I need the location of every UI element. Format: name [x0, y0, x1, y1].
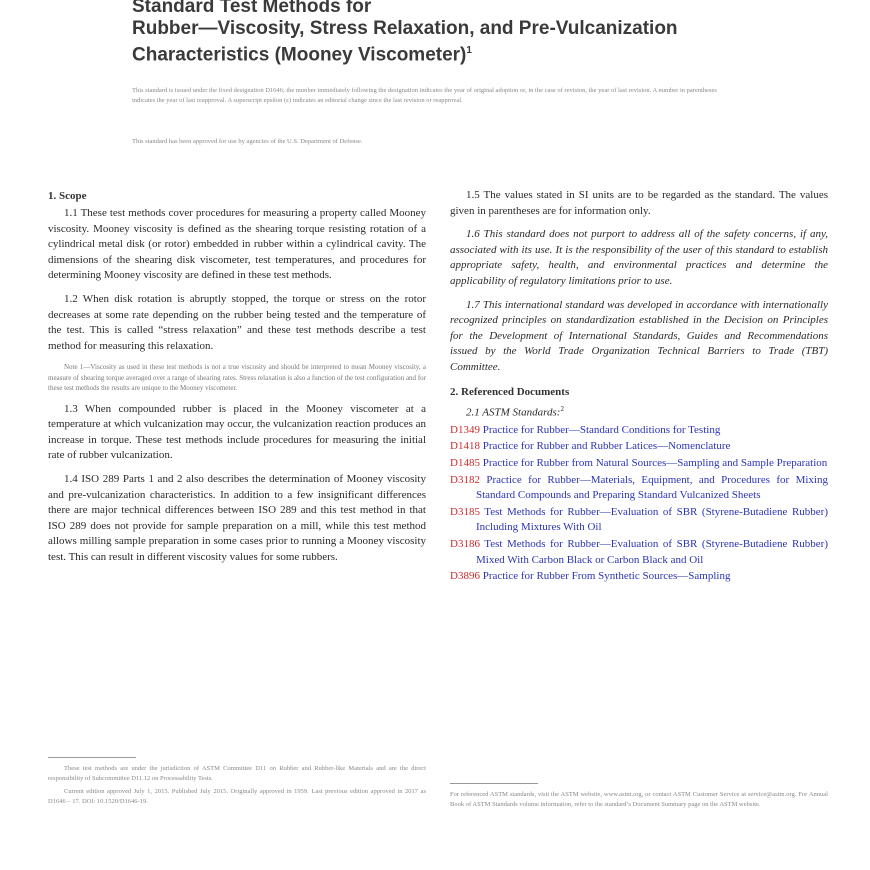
reference-title[interactable]: Practice for Rubber From Synthetic Sources—Sampling — [479, 570, 731, 583]
reference-link-d1485[interactable] — [450, 456, 828, 472]
reference-link-d1349[interactable] — [450, 423, 828, 439]
reference-title[interactable]: Practice for Rubber from Natural Sources—Sampling and Sample Preparation — [479, 456, 828, 469]
reference-title[interactable]: Test Methods for Rubber—Evaluation of SBR (Styrene-Butadiene Rubber) Including Mixtures With Oil — [476, 505, 828, 534]
title-line-3-text: Characteristics (Mooney Viscometer) — [132, 44, 467, 66]
reference-link-d3186[interactable] — [450, 537, 828, 568]
astm-standards-subheading — [466, 402, 828, 421]
reference-title[interactable]: Practice for Rubber—Standard Conditions for Testing — [479, 423, 721, 436]
issuance-note: This standard is issued under the fixed designation D1646; the number immediately following the designation indicates the year of original adoption or, in the case of revision, the year of last revision. A number in parentheses indicates the year of last reapproval. A superscript epsilon (ε) indicates an editorial change since the last revision or reapproval. — [132, 87, 717, 104]
reference-code[interactable]: D3185 — [450, 505, 480, 518]
astm-standards-label: 2.1 ASTM Standards: — [466, 406, 561, 419]
reference-code[interactable]: D1485 — [450, 456, 480, 469]
reference-link-d3185[interactable] — [450, 505, 828, 536]
approval-note: This standard has been approved for use by agencies of the U.S. Department of Defense. — [132, 138, 363, 145]
scope-heading: 1. Scope — [48, 190, 87, 202]
reference-link-d3182[interactable] — [450, 473, 828, 504]
paragraph-1-6: 1.6 This standard does not purport to address all of the safety concerns, if any, associated with its use. It is the responsibility of the user of this standard to establish appropriate safety, health, and environmental practices and determine the applicability of regulatory limitations prior to use. — [450, 228, 828, 287]
reference-link-d3896[interactable] — [450, 569, 828, 585]
footnote-2: For referenced ASTM standards, visit the ASTM website, www.astm.org, or contact ASTM Customer Service at service@astm.org. For Annual Book of ASTM Standards volume information, refer to the standard’s Document Summary page on the ASTM website. — [450, 791, 828, 808]
footnote-1: These test methods are under the jurisdiction of ASTM Committee D11 on Rubber and Rubber-like Materials and are the direct responsibility of Subcommittee D11.12 on Processability Tests. — [48, 765, 426, 782]
footnote-edition: Current edition approved July 1, 2015. Published July 2015. Originally approved in 1959. Last previous edition approved in 2017 as D1646 – 17. DOI: 10.1520/D1646-19. — [48, 788, 426, 805]
footnote-divider-right — [450, 783, 538, 784]
paragraph-1-5: 1.5 The values stated in SI units are to be regarded as the standard. The values given in parentheses are for information only. — [450, 189, 828, 217]
reference-code[interactable]: D1349 — [450, 423, 480, 436]
document-title — [132, 0, 772, 66]
title-footnote-mark: 1 — [466, 45, 472, 56]
reference-code[interactable]: D3182 — [450, 473, 480, 486]
reference-title[interactable]: Practice for Rubber—Materials, Equipment, and Procedures for Mixing Standard Compounds and Preparing Standard Vulcanized Sheets — [476, 473, 828, 502]
paragraph-1-2: 1.2 When disk rotation is abruptly stopped, the torque or stress on the rotor decreases at some rate depending on the rubber being tested and the temperature of the test. This is called “stress relaxation” and these test methods describe a test method for measuring this relaxation. — [48, 292, 426, 352]
left-column — [48, 188, 426, 574]
title-line-2: Rubber—Viscosity, Stress Relaxation, and Pre-Vulcanization — [132, 18, 678, 39]
title-line-3 — [132, 40, 772, 66]
reference-code[interactable]: D3186 — [450, 537, 480, 550]
right-column — [450, 188, 828, 586]
reference-list — [450, 423, 828, 585]
paragraph-1-4: 1.4 ISO 289 Parts 1 and 2 also describes the determination of Mooney viscosity and pre-vulcanization characteristics. In addition to a few insignificant differences there are major technical differences between ISO 289 and this test method in that ISO 289 does not provide for sample preparation on a mill, while this test method allows milling sample preparation in some cases prior to running a Mooney viscosity test. This can result in different viscosity values for some rubbers. — [48, 472, 426, 563]
title-line-1: Standard Test Methods for — [132, 0, 372, 17]
reference-title[interactable]: Test Methods for Rubber—Evaluation of SBR (Styrene-Butadiene Rubber) Mixed With Carbon Black or Carbon Black and Oil — [476, 537, 828, 566]
reference-code[interactable]: D3896 — [450, 570, 480, 583]
footnotes-left — [48, 764, 426, 810]
astm-standards-footnote-mark: 2 — [560, 404, 564, 413]
footnote-divider-left — [48, 757, 136, 758]
reference-link-d1418[interactable] — [450, 439, 828, 455]
paragraph-1-1: 1.1 These test methods cover procedures for measuring a property called Mooney viscosity. Mooney viscosity is defined as the shearing torque resisting rotation of a cylindrical metal disk (or rotor) embedded in rubber within a cylindrical cavity. The dimensions of the shearing disk viscometer, test temperatures, and procedures for determining Mooney viscosity are defined in these test methods. — [48, 207, 426, 282]
paragraph-1-3: 1.3 When compounded rubber is placed in the Mooney viscometer at a temperature at which vulcanization may occur, the vulcanization reaction produces an increase in torque. These test methods include procedures for measuring the initial rate of rubber vulcanization. — [48, 402, 426, 462]
paragraph-1-7: 1.7 This international standard was developed in accordance with internationally recognized principles on standardization established in the Decision on Principles for the Development of International Standards, Guides and Recommendations issued by the World Trade Organization Technical Barriers to Trade (TBT) Committee. — [450, 298, 828, 373]
note-1: Note 1—Viscosity as used in these test methods is not a true viscosity and should be interpreted to mean Mooney viscosity, a measure of shearing torque averaged over a range of shearing rates. Stress relaxation is also a function of the test configuration and for these test methods the results are unique to the Mooney viscometer. — [48, 363, 426, 393]
referenced-documents-heading: 2. Referenced Documents — [450, 385, 570, 398]
reference-title[interactable]: Practice for Rubber and Rubber Latices—Nomenclature — [479, 440, 731, 453]
reference-code[interactable]: D1418 — [450, 440, 480, 453]
